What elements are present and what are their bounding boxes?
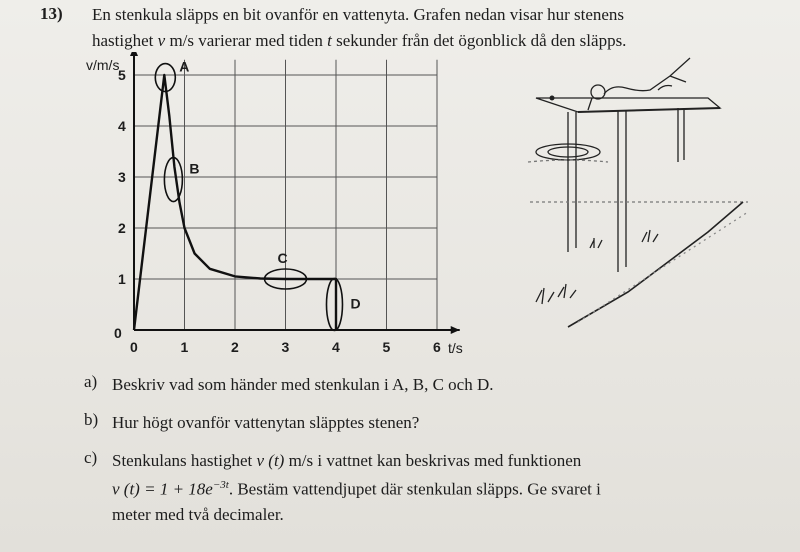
x-tick-label: 1 [180,339,189,355]
plant-left [536,284,576,304]
task-c-text [112,448,762,527]
lake-bottom [568,202,743,327]
x-tick-label: 5 [382,339,391,355]
task-b-label: b) [84,410,99,429]
chart-axes [130,52,460,334]
intro-line-2 [92,28,792,54]
annotation-label-b: B [189,160,200,177]
pier-post-back [678,108,684,162]
y-tick-label: 4 [118,118,126,134]
task-c-label: c) [84,448,98,467]
intro-line-2a: hastighet [92,31,158,50]
task-a-label: a) [84,372,98,391]
plant-right [642,230,658,242]
y-axis-label: v/m/s [86,57,120,73]
x-tick-label: 2 [231,339,239,355]
task-c-line3: meter med två decimaler. [112,504,284,524]
task-c-exponent: −3t [212,479,229,491]
question-intro [92,2,792,54]
pier-illustration [508,52,768,332]
x-tick-label: 4 [332,339,340,355]
task-a-text: Beskriv vad som händer med stenkulan i A, B, C och D. [112,375,494,394]
velocity-time-chart [80,52,480,364]
chart-annotations [155,59,360,331]
annotation-label-c: C [277,250,288,266]
intro-var-t: t [327,31,332,50]
annotation-label-d: D [350,295,361,312]
person-figure [604,58,690,94]
x-axis-arrow [451,326,460,334]
task-c-line1b: m/s i vattnet kan beskrivas med funktionen [284,451,582,470]
task-c-line1a: Stenkulans hastighet [112,451,257,470]
task-c-formula: v (t) = 1 + 18e [112,479,213,499]
pier-post-mid [618,110,626,272]
x-axis-label: t/s [448,340,463,356]
y-tick-label: 2 [118,220,126,236]
y-axis-arrow [130,52,138,56]
y-tick-label: 1 [118,271,126,287]
intro-line-2c: sekunder från det ögonblick då den släpps. [331,31,627,50]
intro-line-2b: m/s varierar med tiden [165,31,328,50]
plant-mid [590,238,602,248]
question-number: 13) [40,4,63,23]
x-tick-label: 0 [130,339,138,355]
x-tick-label: 3 [281,339,290,355]
task-c-function: v (t) [256,451,285,470]
y-tick-label: 3 [118,169,126,185]
person-arm [588,98,592,110]
chart-ticks [114,67,441,355]
origin-label: 0 [114,325,122,341]
task-b-text: Hur högt ovanför vattenytan släpptes stenen? [112,413,420,432]
task-c-line2: . Bestäm vattendjupet där stenkulan släpps. Ge svaret i [228,479,601,499]
pier-post-front [568,112,576,252]
intro-line-1: En stenkula släpps en bit ovanför en vattenyta. Grafen nedan visar hur stenens [92,5,625,24]
intro-var-v: v [157,31,166,50]
person-head [591,85,605,99]
annotation-label-a: A [179,58,190,75]
annotation-ellipse-d [326,279,342,331]
stone-icon [550,96,555,101]
x-tick-label: 6 [433,339,441,355]
y-tick-label: 5 [118,67,126,83]
